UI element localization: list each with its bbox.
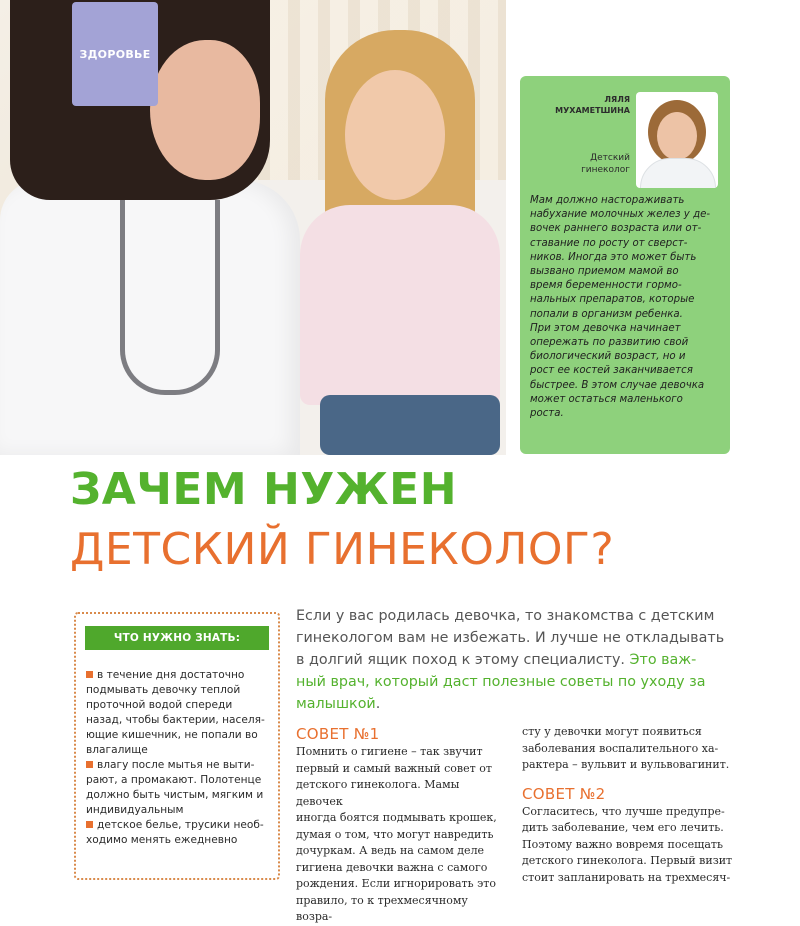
tip-1-cont-line: заболевания воспалительного ха- xyxy=(522,741,719,755)
info-line: индивидуальным xyxy=(86,804,184,816)
info-line: ходимо менять ежедневно xyxy=(86,834,238,846)
quote-line: вызвано приемом мамой во xyxy=(530,266,679,278)
quote-line: время беременности гормо- xyxy=(530,280,682,292)
photo-girl-jeans xyxy=(320,395,500,455)
quote-line: опережать по развитию свой xyxy=(530,337,689,349)
quote-line: может остаться маленького xyxy=(530,393,683,405)
lead-paragraph xyxy=(296,605,766,715)
expert-card xyxy=(520,76,730,454)
headline-line-1: ЗАЧЕМ НУЖЕН xyxy=(70,464,458,515)
info-line: проточной водой спереди xyxy=(86,699,233,711)
info-line: в течение дня достаточно xyxy=(97,669,245,681)
tip-2-line: детского гинеколога. Первый визит xyxy=(522,854,733,867)
tip-1-line: рождения. Если игнорировать это xyxy=(296,877,496,890)
bullet-square-icon xyxy=(86,761,93,768)
tip-1-cont-line: рактера – вульвит и вульвовагинит. xyxy=(522,758,730,771)
quote-line: попали в организм ребенка. xyxy=(530,308,683,320)
info-list-item xyxy=(86,818,274,848)
expert-name-line: ЛЯЛЯ xyxy=(604,95,630,104)
expert-quote xyxy=(530,194,722,421)
quote-line: При этом девочка начинает xyxy=(530,322,681,334)
tip-2-line: Поэтому важно вовремя посещать xyxy=(522,837,723,851)
lead-highlight: Это важ- xyxy=(629,652,697,668)
quote-line: Мам должно настораживать xyxy=(530,195,685,206)
tip-1-line: иногда боятся подмывать крошек, xyxy=(296,811,497,824)
tip-1-line: Помнить о гигиене – так звучит xyxy=(296,745,483,758)
info-line: назад, чтобы бактерии, населя- xyxy=(86,714,265,726)
tip-2-column xyxy=(522,724,740,886)
quote-line: нальных препаратов, которые xyxy=(530,294,695,306)
quote-line: быстрее. В этом случае девочка xyxy=(530,379,705,391)
quote-line: рост ее костей заканчивается xyxy=(530,365,693,377)
lead-line: гинекологом вам не избежать. И лучше не откладывать xyxy=(296,630,725,646)
info-line: должно быть чистым, мягким и xyxy=(86,789,264,801)
info-line: влагу после мытья не выти- xyxy=(97,759,255,771)
lead-highlight: малышкой xyxy=(296,696,376,712)
info-box-title: ЧТО НУЖНО ЗНАТЬ: xyxy=(85,626,269,650)
expert-avatar xyxy=(636,92,718,188)
info-list-item xyxy=(86,758,274,818)
info-line: детское белье, трусики необ- xyxy=(97,819,264,831)
expert-role xyxy=(534,152,630,176)
info-line: ющие кишечник, не попали во xyxy=(86,729,258,741)
expert-name-line: МУХАМЕТШИНА xyxy=(555,106,630,115)
tip-1-line: первый и самый важный совет от xyxy=(296,761,492,775)
photo-girl-face xyxy=(345,70,445,200)
tip-2-line: стоит запланировать на трехмесяч- xyxy=(522,870,731,884)
headline-line-2: ДЕТСКИЙ ГИНЕКОЛОГ? xyxy=(70,524,615,575)
photo-doctor-face xyxy=(150,40,260,180)
tip-2-line: дить заболевание, чем его лечить. xyxy=(522,821,724,834)
tip-1-line: гигиена девочки важна с самого xyxy=(296,860,488,874)
tip-1-line: детского гинеколога. Мамы девочек xyxy=(296,778,460,808)
photo-girl-shirt xyxy=(300,205,500,405)
quote-line: вочек раннего возраста или от- xyxy=(530,223,702,235)
info-line: рают, а промакают. Полотенце xyxy=(86,774,262,786)
bullet-square-icon xyxy=(86,671,93,678)
info-list xyxy=(86,668,274,848)
quote-line: набухание молочных желез у де- xyxy=(530,209,711,221)
tip-1-line: правило, то к трехмесячному возра- xyxy=(296,893,468,923)
info-list-item xyxy=(86,668,274,758)
quote-line: ников. Иногда это может быть xyxy=(530,251,697,263)
section-tag: ЗДОРОВЬЕ xyxy=(72,2,158,106)
lead-highlight: ный врач, который даст полезные советы по уходу за xyxy=(296,674,706,690)
info-line: влагалище xyxy=(86,744,148,756)
stethoscope-icon xyxy=(120,200,220,395)
expert-name xyxy=(534,94,630,116)
quote-line: биологический возраст, но и xyxy=(530,351,686,363)
avatar-face xyxy=(657,112,697,160)
expert-role-line: гинеколог xyxy=(581,165,630,175)
avatar-coat xyxy=(640,158,716,188)
tip-1-line: думая о том, что могут навредить xyxy=(296,827,494,841)
tip-1-title: СОВЕТ №1 xyxy=(296,725,380,743)
lead-line: Если у вас родилась девочка, то знакомства с детским xyxy=(296,608,715,624)
bullet-square-icon xyxy=(86,821,93,828)
lead-punct: . xyxy=(375,696,381,712)
quote-line: ставание по росту от сверст- xyxy=(530,237,688,249)
tip-1-column xyxy=(296,724,506,926)
tip-1-cont-line: сту у девочки могут появиться xyxy=(522,725,702,738)
lead-line: в долгий ящик поход к этому специалисту. xyxy=(296,652,625,668)
info-box xyxy=(74,612,280,880)
tip-1-line: дочуркам. А ведь на самом деле xyxy=(296,844,485,857)
tip-2-line: Согласитесь, что лучше предупре- xyxy=(522,804,725,818)
tip-2-title: СОВЕТ №2 xyxy=(522,784,606,803)
expert-role-line: Детский xyxy=(590,153,630,163)
quote-line: роста. xyxy=(530,408,564,420)
info-line: подмывать девочку теплой xyxy=(86,684,241,696)
